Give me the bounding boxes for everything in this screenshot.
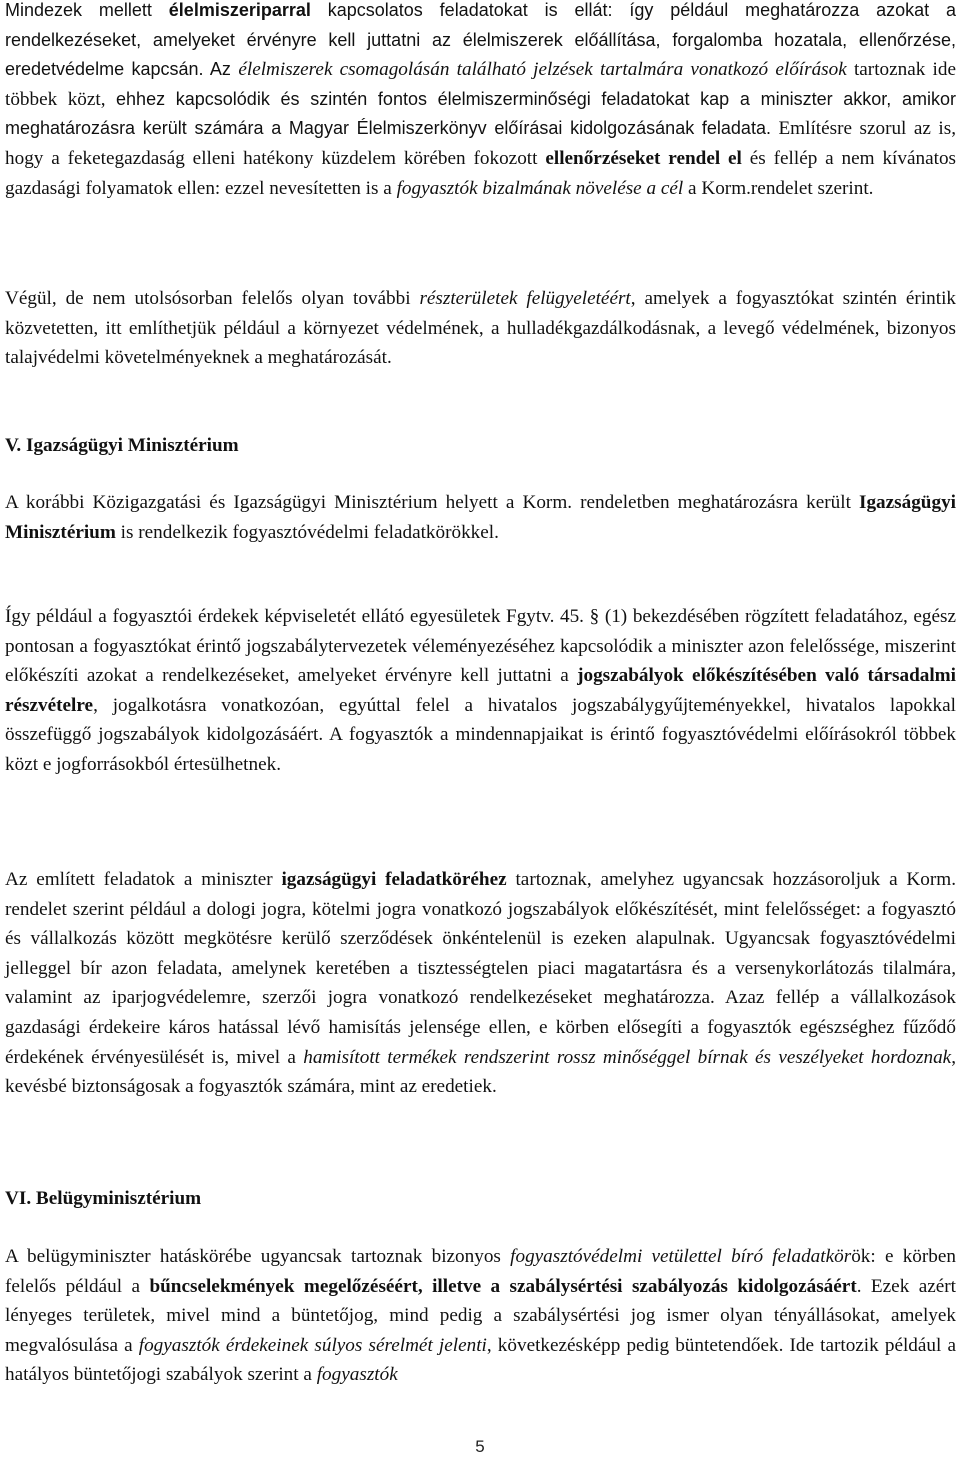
paragraph-fgytv xyxy=(5,602,956,780)
text-run: Az említett feladatok a miniszter xyxy=(5,869,282,890)
text-run: kapcsolatos feladatokat is ellát: így például meghatározza azokat a rendelkezéseket, amelyeket érvényre kell juttatni az élelmiszerek előállítása, forgalomba hozatala, ellenőrzése, eredetvédelme kapcsán. Az xyxy=(5,0,956,80)
text-run: tartoznak ide többek közt, xyxy=(5,59,956,110)
text-run: A korábbi Közigazgatási és Igazságügyi Minisztérium helyett a Korm. rendeletben meghatározásra került xyxy=(5,492,859,513)
heading-text: V. Igazságügyi Minisztérium xyxy=(5,435,239,456)
paragraph-reszteruletek xyxy=(5,284,956,373)
text-run: tartoznak, amelyhez ugyancsak hozzásoroljuk a Korm. rendelet szerint például a dologi jogra, kötelmi jogra vonatkozó jogszabályok előkészítését, mint felelősséget: a fogyasztó és vállalkozás között megkötésre kerülő szerződések önkéntelenül is ezeken alapulnak. Ugyancsak fogyasztóvédelmi jelleggel bír azon feladata, amelynek keretében a tisztességtelen piaci magatartásra és a versenykorlátozás tilalmára, valamint az iparjogvédelemre, szerzői jogra vonatkozó rendelkezéseket meghatározza. Azaz fellép a vállalkozások gazdasági érdekeire káros hatással lévő hamisítás jelensége ellen, e körben elősegíti a fogyasztók egészséghez fűződő érdekének érvényesülését is, mivel a xyxy=(5,869,956,1068)
text-run-italic: részterületek felügyeletéért xyxy=(419,288,631,309)
text-run-italic: fogyasztók érdekeinek súlyos sérelmét jelenti xyxy=(138,1334,487,1356)
text-run: a Korm.rendelet szerint. xyxy=(683,177,874,199)
text-run-bold: élelmiszeriparral xyxy=(168,0,311,20)
heading-text: VI. Belügyminisztérium xyxy=(5,1188,202,1209)
page-number: 5 xyxy=(475,1437,485,1456)
text-run-bold: bűncselekmények megelőzéséért, illetve a szabálysértési szabályozás kidolgozásáért xyxy=(149,1275,857,1297)
text-run: A belügyminiszter hatáskörébe ugyancsak tartoznak bizonyos xyxy=(5,1246,511,1267)
text-run: ehhez kapcsolódik és szintén fontos élelmiszerminőségi feladatokat kap a miniszter akkor, amikor meghatározásra került számára a Magyar Élelmiszerkönyv előírásai kidolgozásának feladata. xyxy=(5,88,956,139)
text-run: Mindezek mellett xyxy=(5,0,169,20)
text-run-italic: fogyasztók xyxy=(316,1364,398,1386)
paragraph-belugy xyxy=(5,1242,956,1390)
text-run: . Ezek azért lényeges területek, mivel mind a büntetőjog, mind pedig a szabálysértési jog ismer olyan tényállásokat, amelyek megvalósulása a xyxy=(5,1275,956,1356)
text-run-bold: Igazságügyi Minisztérium xyxy=(5,492,956,543)
section-heading-v xyxy=(5,431,956,461)
text-run-bold: ellenőrzéseket rendel el xyxy=(545,147,742,169)
text-run: Így például a fogyasztói érdekek képviseletét ellátó egyesületek Fgytv. 45. § (1) bekezdésében rögzített feladatához, egész pontosan a fogyasztókat érintő jogszabálytervezetek véleményezéséhez kapcsolódik a miniszter azon felelőssége, miszerint előkészíti azokat a rendelkezéseket, amelyeket érvényre kell juttatni a xyxy=(5,606,956,687)
text-run-italic: hamisított termékek rendszerint rossz minőséggel bírnak és veszélyeket hordoznak xyxy=(303,1046,952,1068)
text-run: ök: e körben felelős például a xyxy=(5,1246,956,1297)
text-run: , amelyek a fogyasztókat szintén érintik közvetetten, itt említhetjük például a környezet védelmének, a hulladékgazdálkodásnak, a levegő védelmének, bizonyos talajvédelmi követelményeknek a meghatározását. xyxy=(5,288,956,369)
text-run: , következésképp pedig büntetendőek. Ide tartozik például a hatályos büntetőjogi szabályok szerint a xyxy=(5,1334,956,1386)
text-run-italic: fogyasztóvédelmi vetülettel bíró feladatkör xyxy=(510,1246,852,1267)
text-run-bold: jogszabályok előkészítésében való társadalmi részvételre xyxy=(5,665,956,716)
paragraph-feladatkor xyxy=(5,865,956,1102)
section-heading-vi xyxy=(5,1184,956,1214)
paragraph-elelmiszeripar xyxy=(5,0,956,203)
text-run: , kevésbé biztonságosak a fogyasztók számára, mint az eredetiek. xyxy=(5,1046,956,1098)
text-run: és fellép a nem kívánatos gazdasági folyamatok ellen: ezzel nevesítetten is a xyxy=(5,147,957,199)
text-run: is rendelkezik fogyasztóvédelmi feladatkörökkel. xyxy=(115,521,499,543)
text-run-italic: élelmiszerek csomagolásán található jelzések tartalmára vonatkozó előírások xyxy=(238,59,847,81)
text-run: , jogalkotásra vonatkozóan, egyúttal felel a hivatalos jogszabálygyűjteményekkel, hivatalos lapokkal összefüggő jogszabályok kidolgozásáért. A fogyasztók a mindennapjaikat is érintő fogyasztóvédelmi előírásokról többek közt e jogforrásokból értesülhetnek. xyxy=(5,694,956,775)
text-run: Végül, de nem utolsósorban felelős olyan további xyxy=(5,288,420,309)
text-run-italic: fogyasztók bizalmának növelése a cél xyxy=(396,177,684,199)
paragraph-igazsagugyi xyxy=(5,488,956,547)
text-run: Említésre szorul az is, hogy a feketegazdaság elleni hatékony küzdelem körében fokozott xyxy=(5,118,957,169)
text-run-bold: igazságügyi feladatköréhez xyxy=(281,869,507,890)
